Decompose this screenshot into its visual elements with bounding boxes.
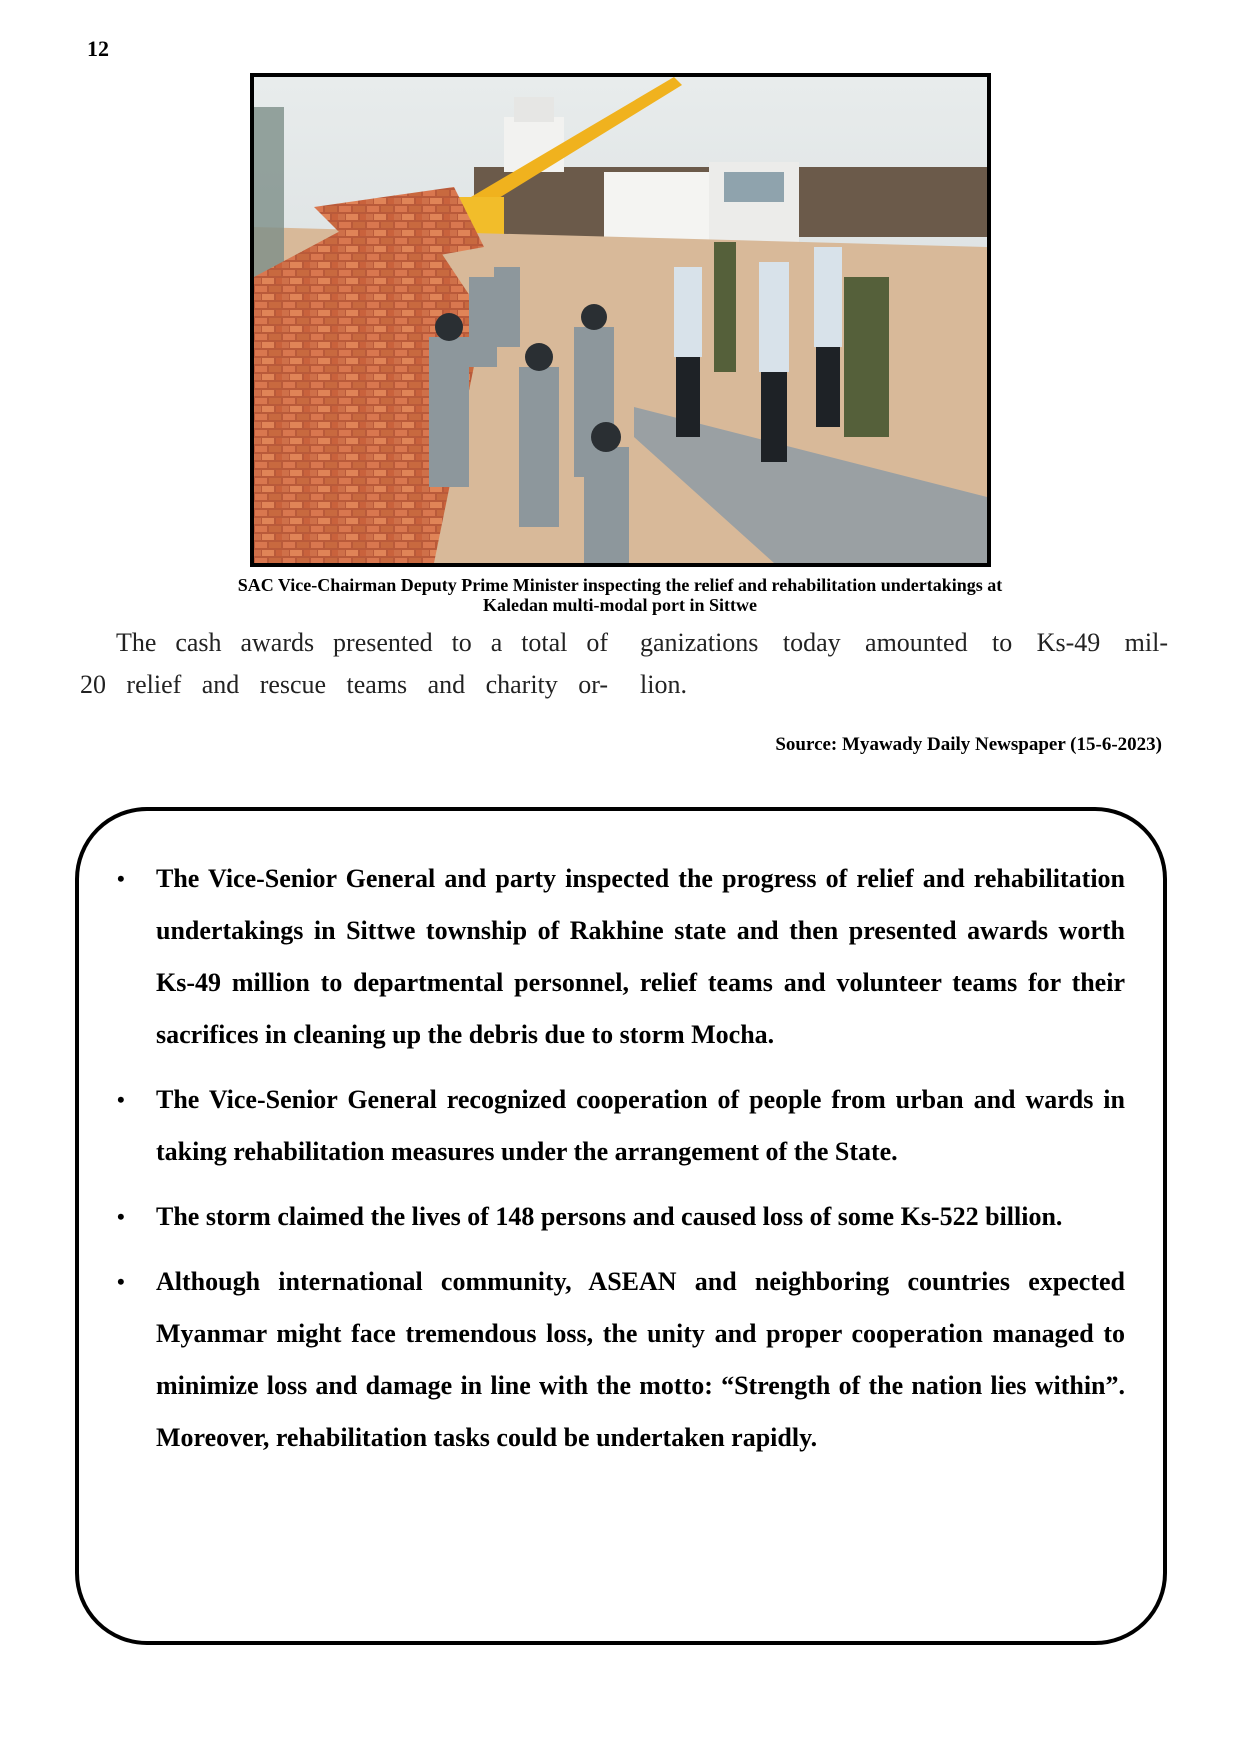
caption-line-1: SAC Vice-Chairman Deputy Prime Minister inspecting the relief and rehabilitation undertakings at — [237, 575, 1003, 595]
summary-bullet — [79, 1074, 1163, 1178]
bullet-icon: • — [117, 1087, 125, 1112]
source-credit: Source: Myawady Daily Newspaper (15-6-2023) — [775, 734, 1162, 755]
article-line: lion. — [640, 670, 687, 699]
news-photo — [250, 73, 991, 567]
bullet-icon: • — [117, 1204, 125, 1229]
summary-text: The Vice-Senior General recognized cooperation of people from urban and wards in taking rehabilitation measures under the arrangement of the State. — [156, 1085, 1125, 1166]
article-line: The cash awards presented to a total of — [116, 628, 608, 657]
summary-text: Although international community, ASEAN and neighboring countries expected Myanmar might face tremendous loss, the unity and proper cooperation managed to minimize loss and damage in line with the motto: “Strength of the nation lies within”. Moreover, rehabilitation tasks could be undertaken rapidly. — [156, 1267, 1125, 1452]
summary-bullet — [79, 1191, 1163, 1243]
summary-bullet — [79, 853, 1163, 1061]
summary-text: The Vice-Senior General and party inspected the progress of relief and rehabilitation undertakings in Sittwe township of Rakhine state and then presented awards worth Ks-49 million to departmental personnel, relief teams and volunteer teams for their sacrifices in cleaning up the debris due to storm Mocha. — [156, 864, 1125, 1049]
summary-bullet — [79, 1256, 1163, 1464]
photo-caption — [150, 575, 1090, 615]
photo-illustration — [254, 77, 987, 563]
summary-text: The storm claimed the lives of 148 persons and caused loss of some Ks-522 billion. — [156, 1202, 1063, 1231]
bullet-icon: • — [117, 1269, 125, 1294]
summary-box — [75, 807, 1167, 1645]
article-line: ganizations today amounted to Ks-49 mil- — [640, 628, 1168, 657]
article-column-left — [80, 622, 608, 706]
summary-list — [79, 853, 1163, 1477]
article-column-right — [640, 622, 1168, 706]
caption-line-2: Kaledan multi-modal port in Sittwe — [482, 595, 757, 615]
page-number: 12 — [87, 36, 109, 61]
article-line: 20 relief and rescue teams and charity or- — [80, 670, 608, 699]
bullet-icon: • — [117, 866, 125, 891]
